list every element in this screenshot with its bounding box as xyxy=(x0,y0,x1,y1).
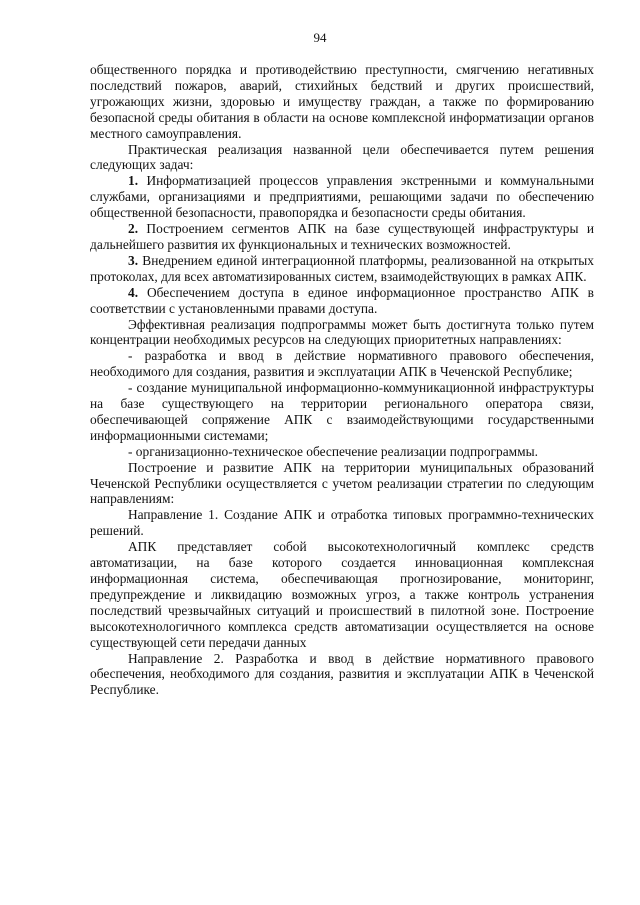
page-number: 94 xyxy=(313,30,327,45)
direction-1-heading: Направление 1. Создание АПК и отработка типовых программно-технических решений. xyxy=(90,507,594,539)
direction-2-heading: Направление 2. Разработка и ввод в действие нормативного правового обеспечения, необходимого для создания, развития и эксплуатации АПК в Чеченской Республике. xyxy=(90,650,594,698)
task-number-4: 4. xyxy=(128,284,139,300)
paragraph-strategy: Построение и развитие АПК на территории муниципальных образований Чеченской Республики осуществляется с учетом реализации стратегии по следующим направлениям: xyxy=(90,459,594,507)
paragraph-continuation: общественного порядка и противодействию преступности, смягчению негативных последствий пожаров, аварий, стихийных бедствий и других происшествий, угрожающих жизни, здоровью и имуществу граждан, а также по формированию безопасной среды обитания в области на основе комплексной информатизации органов местного самоуправления. xyxy=(90,62,594,141)
task-text-2: Построением сегментов АПК на базе существующей инфраструктуры и дальнейшего развития их функциональных и технических возможностей. xyxy=(90,221,594,252)
priority-item-1: - разработка и ввод в действие нормативного правового обеспечения, необходимого для создания, развития и эксплуатации АПК в Чеченской Республике; xyxy=(90,348,594,380)
task-number-1: 1. xyxy=(128,173,139,189)
paragraph-apk-description: АПК представляет собой высокотехнологичный комплекс средств автоматизации, на базе которого создается инновационная комплексная информационная система, обеспечивающая прогнозирование, мониторинг, предупреждение и ликвидацию возможных угроз, а также контроль устранения последствий чрезвычайных ситуаций и происшествий в пилотной зоне. Построение высокотехнологичного комплекса средств автоматизации осуществляется на основе существующей сети передачи данных xyxy=(90,539,594,650)
task-item-2 xyxy=(90,221,594,253)
task-item-4 xyxy=(90,285,594,317)
task-item-3 xyxy=(90,253,594,285)
task-item-1 xyxy=(90,173,594,221)
task-text-1: Информатизацией процессов управления экстренными и коммунальными службами, организациями и предприятиями, решающими задачи по обеспечению общественной безопасности, правопорядка и безопасности среды обитания. xyxy=(90,173,594,221)
task-text-4: Обеспечением доступа в единое информационное пространство АПК в соответствии с установленными правами доступа. xyxy=(90,284,594,316)
paragraph-tasks-intro: Практическая реализация названной цели обеспечивается путем решения следующих задач: xyxy=(90,141,594,173)
priority-item-2: - создание муниципальной информационно-коммуникационной инфраструктуры на базе существующего на территории регионального оператора связи, обеспечивающей сопряжение АПК с взаимодействующими государственными информационными системами; xyxy=(90,380,594,443)
task-text-3: Внедрением единой интеграционной платформы, реализованной на открытых протоколах, для всех автоматизированных систем, взаимодействующих в рамках АПК. xyxy=(90,252,594,284)
task-number-2: 2. xyxy=(128,221,139,237)
task-number-3: 3. xyxy=(128,252,139,268)
paragraph-priorities-intro: Эффективная реализация подпрограммы может быть достигнута только путем концентрации необходимых ресурсов на следующих приоритетных направлениях: xyxy=(90,316,594,348)
priority-item-3: - организационно-техническое обеспечение реализации подпрограммы. xyxy=(128,443,538,459)
document-body xyxy=(90,62,594,698)
